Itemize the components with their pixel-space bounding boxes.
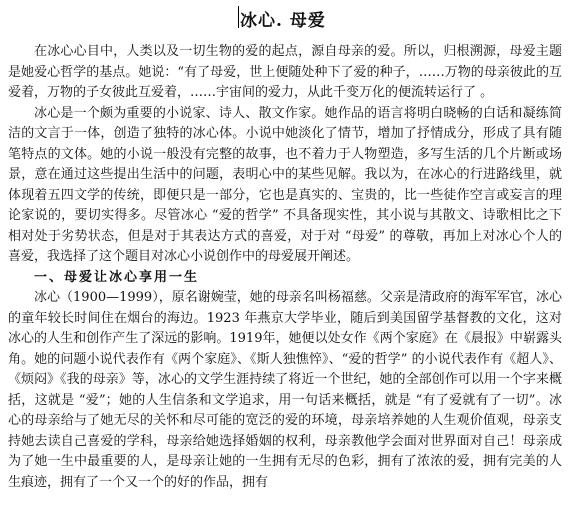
intro-paragraph: 在冰心心目中，人类以及一切生物的爱的起点，源自母亲的爱。所以，归根溯源，母爱主题是她爱心哲学的基点。她说：“有了母爱，世上便随处种下了爱的种子，……万物的母亲彼此的互爱着，万物的子女彼此互爱着，……宇宙间的爱力，从此千变万化的便流转运行了 。 xyxy=(8,44,562,100)
document-body[interactable] xyxy=(8,42,562,493)
document-title: 冰心. 母爱 xyxy=(240,11,326,31)
section-paragraph: 冰心（1900—1999），原名谢婉莹，她的母亲名叫杨福慈。父亲是清政府的海军军官，冰心的童年较长时间住在烟台的海边。1923 年燕京大学毕业，随后到美国留学基督教的文化，这对冰心的人生和创作产生了深远的影响。1919年，她便以处女作《两个家庭》在《晨报》中崭露头角。她的问题小说代表作有《两个家庭》、《斯人独憔悴》、“爱的哲学” 的小说代表作有《超人》、《烦闷》《我的母亲》等，冰心的文学生涯持续了将近一个世纪，她的全部创作可以用一个字来概括，这就是 “爱”；她的人生信条和文学追求，用一句话来概括，就是 “有了爱就有了一切”。冰心的母亲给与了她无尽的关怀和尽可能的宽泛的爱的环境，母亲培养她的人生观价值观，母亲支持她去读自己喜爱的学科，母亲给她选择婚姻的权利，母亲教他学会面对世界面对自己！母亲成为了她一生中最重要的人，是母亲让她的一生拥有无尽的色彩，拥有了浓浓的爱，拥有完美的人生痕迹，拥有了一个又一个的好的作品，拥有 xyxy=(8,290,562,490)
text-cursor xyxy=(238,6,239,28)
section-heading: 一、母爱让冰心享用一生 xyxy=(34,269,200,285)
overview-paragraph: 冰心是一个颇为重要的小说家、诗人、散文作家。她作品的语言将明白晓畅的白话和凝练简洁的文言于一体，创造了独特的冰心体。小说中她淡化了情节，增加了抒情成分，形成了具有随笔特点的文体。她的小说一般没有完整的故事，也不着力于人物塑造，多写生活的几个片断或场景，意在通过这些提出生活中的问题，表明心中的某些见解。我以为，在冰心的行进路线里，就体现着五四文学的传统，即便只是一部分，它也是真实的、宝贵的，比一些徒作空言或妄言的理论家说的，要切实得多。尽管冰心 “爱的哲学” 不具备现实性，其小说与其散文、诗歌相比之下相对处于劣势状态，但是对于其表达方式的喜爱，对于对 “母爱” 的尊敬，再加上对冰心个人的喜爱，我选择了这个题目对冰心小说创作中的母爱展开阐述。 xyxy=(8,105,562,264)
